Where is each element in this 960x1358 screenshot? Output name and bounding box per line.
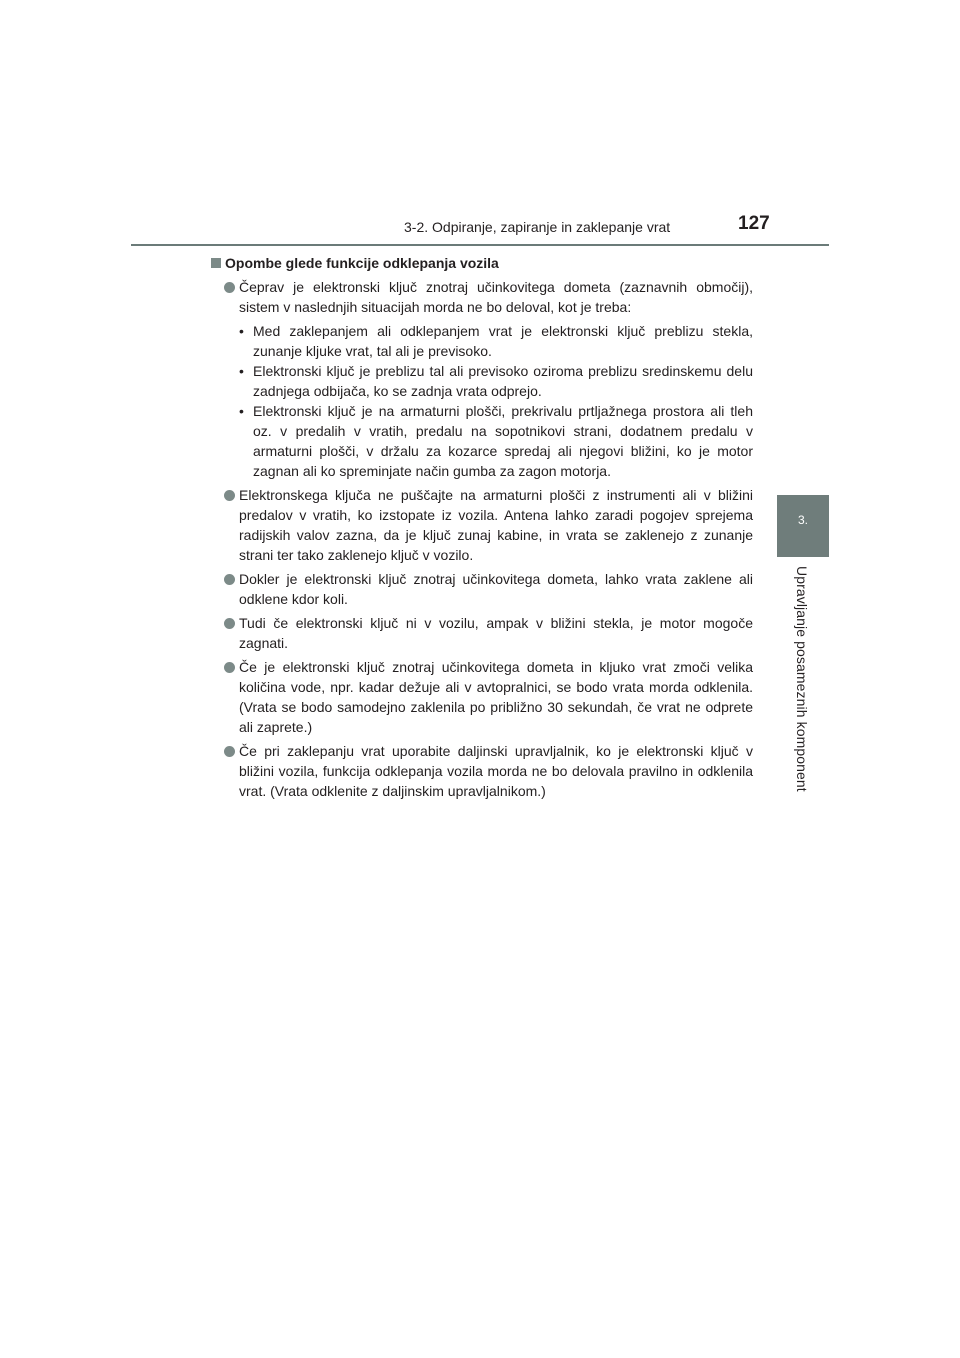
square-bullet-icon	[211, 258, 221, 268]
list-item	[213, 741, 753, 801]
list-item	[213, 613, 753, 653]
list-item	[213, 657, 753, 737]
chapter-number: 3.	[797, 513, 808, 527]
main-content	[213, 253, 753, 801]
sub-list-item-text: Elektronski ključ je na armaturni plošči, prekrivalu prtljažnega prostora ali tleh oz. v predalih v vratih, predalu na sopotnikovi strani, dodatnem predalu v armaturni plošči, v držalu za kozarce spredaj ali njegovi bližini, ko je motor zagnan ali ko spreminjate način gumba za zagon motorja.	[253, 403, 753, 479]
list-item-text: Dokler je elektronski ključ znotraj učinkovitega dometa, lahko vrata zaklene ali odklene kdor koli.	[239, 571, 753, 607]
list-item-text: Čeprav je elektronski ključ znotraj učinkovitega dometa (zaznavnih območij), sistem v naslednjih situacijah morda ne bo deloval, kot je treba:	[239, 279, 753, 315]
sub-list-item-text: Elektronski ključ je preblizu tal ali previsoko oziroma preblizu sredinskemu delu zadnjega odbijača, ko se zadnja vrata odprejo.	[253, 363, 753, 399]
sub-list-item	[213, 361, 753, 401]
circle-bullet-icon	[224, 490, 235, 501]
section-heading	[213, 253, 753, 273]
list-item-text: Če je elektronski ključ znotraj učinkovitega dometa in kljuko vrat zmoči velika količina vode, npr. kadar dežuje ali v avtopralnici, se bodo vrata morda odklenila. (Vrata se bodo samodejno zaklenila po približno 30 sekundah, če vrat ne odprete ali zaprete.)	[239, 659, 753, 735]
list-item-text: Če pri zaklepanju vrat uporabite daljinski upravljalnik, ko je elektronski ključ v bližini vozila, funkcija odklepanja vozila morda ne bo delovala pravilno in odklenila vrat. (Vrata odklenite z daljinskim upravljalnikom.)	[239, 743, 753, 799]
circle-bullet-icon	[224, 574, 235, 585]
running-header-title: 3-2. Odpiranje, zapiranje in zaklepanje vrat	[404, 219, 671, 235]
small-bullet-icon: •	[239, 363, 244, 379]
list-item-text: Tudi če elektronski ključ ni v vozilu, ampak v bližini stekla, je motor mogoče zagnati.	[239, 615, 753, 651]
list-item	[213, 485, 753, 565]
section-title: Opombe glede funkcije odklepanja vozila	[225, 255, 499, 271]
circle-bullet-icon	[224, 282, 235, 293]
list-item	[213, 569, 753, 609]
small-bullet-icon: •	[239, 323, 244, 339]
chapter-title: Upravljanje posameznih komponent	[794, 566, 810, 792]
list-item-text: Elektronskega ključa ne puščajte na armaturni plošči z instrumenti ali v bližini predalov v vratih, ko izstopate iz vozila. Antena lahko zaradi pogojev sprejema radijskih valov zazna, da je ključ zunaj kabine, in vrata se zaklenejo z zunanje strani ter tako zaklenejo ključ v vozilo.	[239, 487, 753, 563]
sub-list-item	[213, 401, 753, 481]
small-bullet-icon: •	[239, 403, 244, 419]
list-item	[213, 277, 753, 317]
circle-bullet-icon	[224, 618, 235, 629]
header-divider	[131, 244, 829, 246]
sub-list	[213, 321, 753, 481]
circle-bullet-icon	[224, 662, 235, 673]
sub-list-item-text: Med zaklepanjem ali odklepanjem vrat je elektronski ključ preblizu stekla, zunanje kljuke vrat, tal ali je previsoko.	[253, 323, 753, 359]
sub-list-item	[213, 321, 753, 361]
chapter-tab	[777, 495, 829, 557]
circle-bullet-icon	[224, 746, 235, 757]
page-number: 127	[738, 213, 770, 234]
